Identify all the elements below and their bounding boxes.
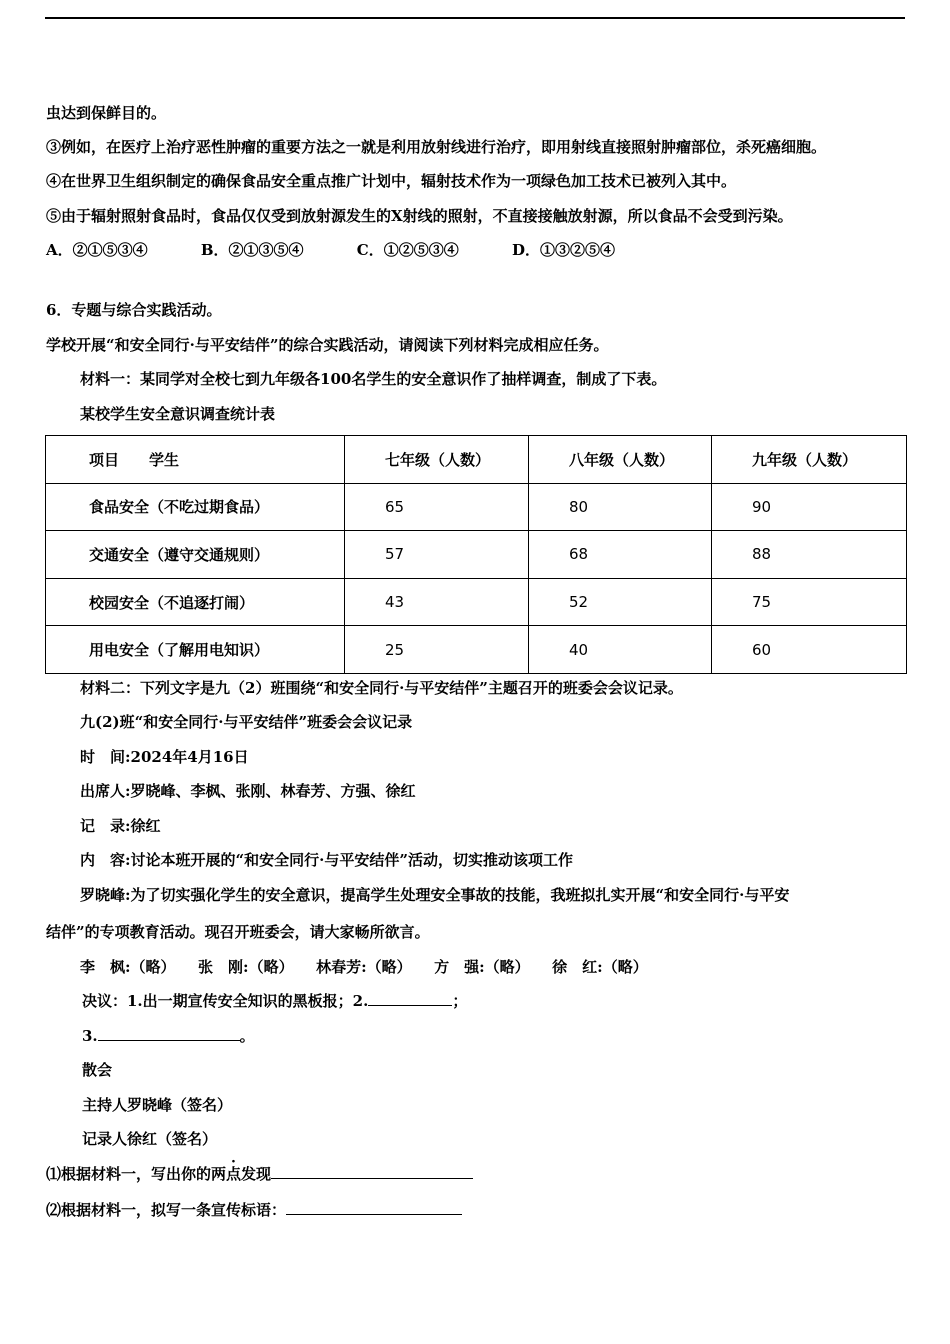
resolution-text: 3.	[82, 1027, 98, 1045]
table-cell: 校园安全（不追逐打闹）	[46, 578, 345, 626]
question-text: ⑵根据材料一，拟写一条宣传标语：	[46, 1201, 287, 1219]
table-header: 七年级（人数）	[345, 436, 529, 484]
text-line: ③例如，在医疗上治疗恶性肿瘤的重要方法之一就是利用放射线进行治疗，即用射线直接照射肿瘤部位，杀死癌细胞。	[46, 138, 827, 156]
record-attendees: 出席人:罗晓峰、李枫、张刚、林春芳、方强、徐红	[80, 782, 416, 800]
resolution-text: ；	[452, 992, 468, 1010]
resolution-text: 决议：1.出一期宣传安全知识的黑板报；2.	[82, 992, 369, 1010]
question-text: 发现	[241, 1165, 272, 1183]
table-cell: 65	[345, 483, 529, 531]
table-cell: 90	[712, 483, 907, 531]
text-line: ⑤由于辐射照射食品时，食品仅仅受到放射源发生的X射线的照射，不直接接触放射源，所以食品不会受到污染。	[46, 207, 793, 225]
text-line: 虫达到保鲜目的。	[46, 104, 167, 122]
table-cell: 80	[529, 483, 712, 531]
table-row	[46, 578, 907, 626]
table-cell: 88	[712, 531, 907, 579]
answer-blank[interactable]	[368, 991, 452, 1006]
answer-options	[46, 240, 663, 260]
question-intro: 学校开展“和安全同行·与平安结伴”的综合实践活动，请阅读下列材料完成相应任务。	[46, 336, 609, 354]
table-cell: 交通安全（遵守交通规则）	[46, 531, 345, 579]
table-header: 九年级（人数）	[712, 436, 907, 484]
record-title: 九(2)班“和安全同行·与平安结伴”班委会会议记录	[80, 713, 413, 731]
table-cell: 60	[712, 626, 907, 674]
table-header-row	[46, 436, 907, 484]
question-title: 6．专题与综合实践活动。	[46, 301, 222, 319]
question-text: ⑴根据材料一，写出你的两	[46, 1165, 227, 1183]
speech-line: 罗晓峰:为了切实强化学生的安全意识，提高学生处理安全事故的技能，我班拟扎实开展“和安全同行·与平安	[80, 886, 790, 904]
table-title: 某校学生安全意识调查统计表	[80, 405, 276, 423]
answer-blank[interactable]	[286, 1200, 462, 1215]
resolution-line	[82, 1026, 255, 1046]
adjourn-text: 散会	[82, 1061, 113, 1079]
host-signature: 主持人罗晓峰（签名）	[82, 1096, 233, 1114]
table-cell: 25	[345, 626, 529, 674]
text-line: ④在世界卫生组织制定的确保食品安全重点推广计划中，辐射技术作为一项绿色加工技术已被列入其中。	[46, 172, 737, 190]
table-row	[46, 531, 907, 579]
table-row	[46, 483, 907, 531]
material-two: 材料二：下列文字是九（2）班围绕“和安全同行·与平安结伴”主题召开的班委会会议记录。	[80, 679, 683, 697]
table-header: 八年级（人数）	[529, 436, 712, 484]
question-two	[46, 1200, 462, 1220]
option-a: A．②①⑤③④	[46, 241, 148, 259]
table-cell: 40	[529, 626, 712, 674]
answer-blank[interactable]	[271, 1164, 473, 1179]
table-cell: 食品安全（不吃过期食品）	[46, 483, 345, 531]
table-cell: 用电安全（了解用电知识）	[46, 626, 345, 674]
emphasis-char: 点	[226, 1165, 242, 1183]
table-cell: 75	[712, 578, 907, 626]
survey-table	[45, 435, 907, 674]
material-one: 材料一：某同学对全校七到九年级各100名学生的安全意识作了抽样调查，制成了下表。	[80, 370, 667, 388]
record-time: 时 间:2024年4月16日	[80, 748, 249, 766]
remarks-line: 李 枫:（略） 张 刚:（略） 林春芳:（略） 方 强:（略） 徐 红:（略）	[80, 958, 648, 976]
resolution-line	[82, 991, 467, 1011]
record-recorder: 记 录:徐红	[80, 817, 161, 835]
header-rule	[45, 17, 905, 19]
table-cell: 68	[529, 531, 712, 579]
table-cell: 43	[345, 578, 529, 626]
option-c: C．①②⑤③④	[356, 241, 459, 259]
table-row	[46, 626, 907, 674]
table-cell: 52	[529, 578, 712, 626]
table-header: 项目 学生	[46, 436, 345, 484]
speech-line: 结伴”的专项教育活动。现召开班委会，请大家畅所欲言。	[46, 923, 430, 941]
table-cell: 57	[345, 531, 529, 579]
option-d: D．①③②⑤④	[511, 241, 615, 259]
resolution-text: 。	[239, 1027, 255, 1045]
question-one	[46, 1164, 473, 1184]
answer-blank[interactable]	[98, 1026, 240, 1041]
recorder-signature: 记录人徐红（签名）	[82, 1130, 218, 1148]
option-b: B．②①③⑤④	[200, 241, 304, 259]
record-content: 内 容:讨论本班开展的“和安全同行·与平安结伴”活动，切实推动该项工作	[80, 851, 574, 869]
